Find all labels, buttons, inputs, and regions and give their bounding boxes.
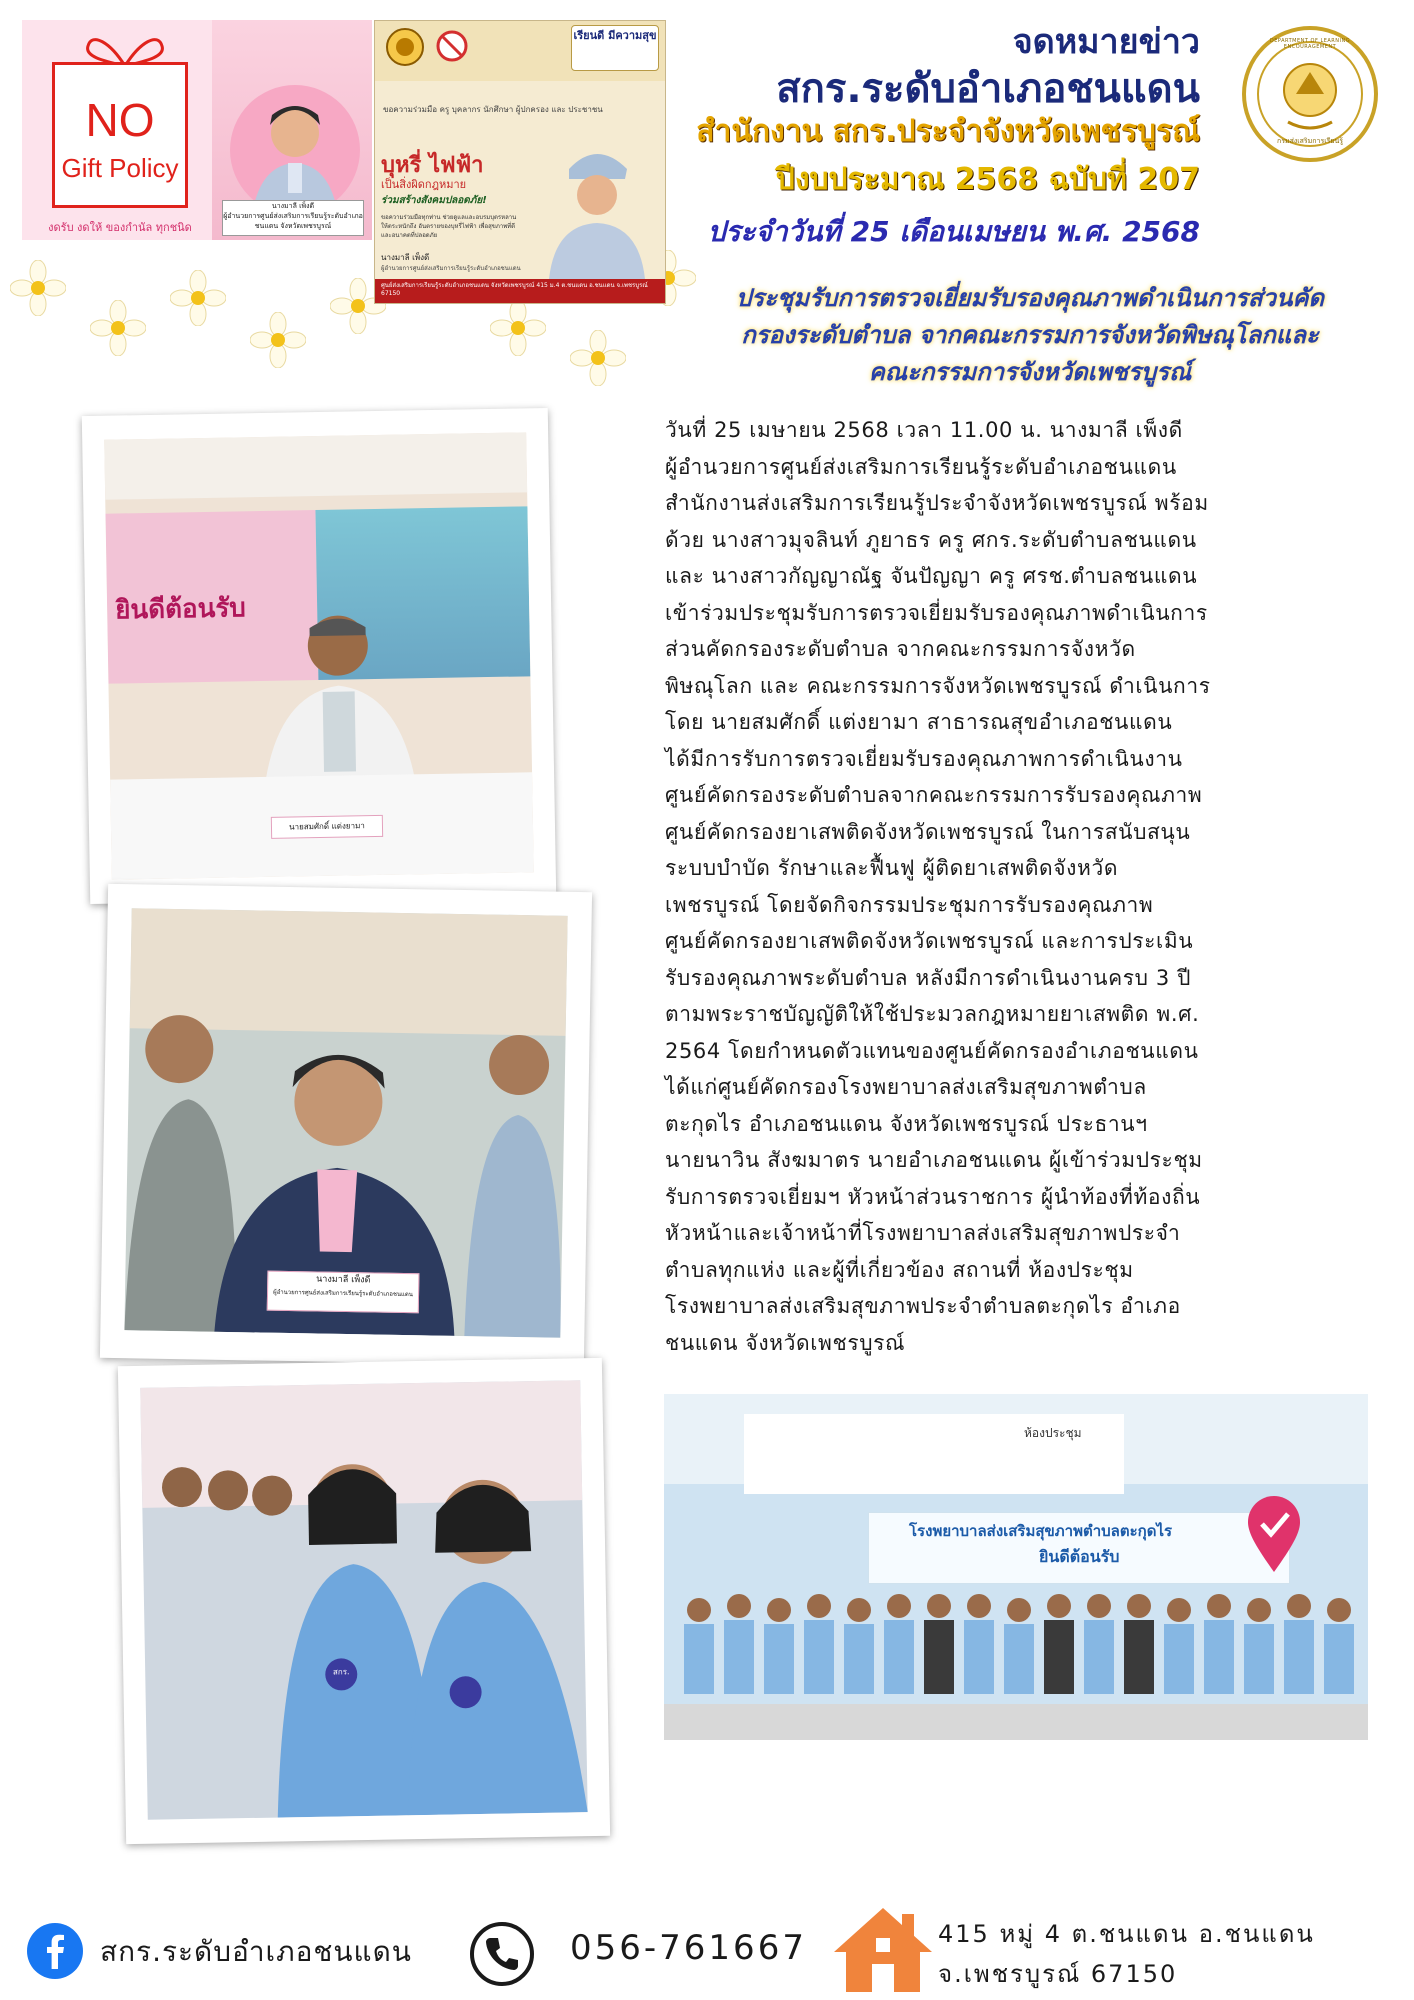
emblem-icon [385,27,425,67]
gift-no-text: NO [85,94,155,146]
office-name: สกร.ระดับอำเภอชนแดน [776,66,1200,112]
photo-group [664,1394,1368,1740]
flower-icon [490,300,546,356]
photo-2-nameplate-role: ผู้อำนวยการศูนย์ส่งเสริมการเรียนรู้ระดับอำเภอชนแดน [273,1288,413,1299]
article-line: ศูนย์คัดกรองระดับตำบลจากคณะกรรมการรับรองคุณภาพ [665,783,1203,807]
address-line-2: จ.เพชรบูรณ์ 67150 [938,1960,1178,1988]
photo-director-speaking [124,908,567,1338]
emblem-text: DEPARTMENT OF LEARNING ENCOURAGEMENT [1269,38,1351,50]
poster-note: ขอความร่วมมือทุกท่าน ช่วยดูแลและอบรมบุตรหลาน ให้ตระหนักถึง อันตรายของบุหรี่ไฟฟ้า เพื่อสุขภาพที่ดีและอนาคตที่ปลอดภัย [381,214,517,239]
portrait-caption-role: ผู้อำนวยการศูนย์ส่งเสริมการเรียนรู้ระดับอำเภอชนแดน จังหวัดเพชรบูรณ์ [223,212,363,230]
director-portrait [230,85,360,215]
photo-1-banner: ยินดีต้อนรับ [114,593,247,626]
photo-4-room: ห้องประชุม [1024,1426,1082,1440]
article-line: โรงพยาบาลส่งเสริมสุขภาพประจำตำบลตะกุดไร อำเภอ [665,1294,1181,1318]
article-line: 2564 โดยกำหนดตัวแทนของศูนย์คัดกรองอำเภอชนแดน [665,1038,1199,1063]
article-line: รับการตรวจเยี่ยมฯ หัวหน้าส่วนราชการ ผู้นำท้องที่ท้องถิ่น [665,1184,1201,1209]
flower-icon [170,270,226,326]
location-pin-icon [1244,1494,1304,1574]
address-line-1: 415 หมู่ 4 ต.ชนแดน อ.ชนแดน [938,1920,1315,1948]
department-emblem [1240,24,1380,164]
article-line: ส่วนคัดกรองระดับตำบล จากคณะกรรมการจังหวัด [665,637,1136,661]
poster-main-1: บุหรี่ ไฟฟ้า [381,153,484,178]
article-line: เข้าร่วมประชุมรับการตรวจเยี่ยมรับรองคุณภาพดำเนินการ [665,600,1208,625]
photo-frame-3 [118,1358,610,1844]
flower-icon [10,260,66,316]
gift-slogan: งดรับ งดให้ ของกำนัล ทุกชนิด [48,221,192,234]
provincial-office: สำนักงาน สกร.ประจำจังหวัดเพชรบูรณ์ [696,114,1200,149]
article-line: ผู้อำนวยการศูนย์ส่งเสริมการเรียนรู้ระดับอำเภอชนแดน [665,454,1177,479]
anti-vape-poster [374,20,666,304]
photo-teachers [140,1380,587,1820]
article-line: หัวหน้าและเจ้าหน้าที่โรงพยาบาลส่งเสริมสุขภาพประจำ [665,1221,1181,1245]
flower-icon [90,300,146,356]
article-line: ศูนย์คัดกรองยาเสพติดจังหวัดเพชรบูรณ์ และการประเมิน [665,929,1194,953]
article-line: ตำบลทุกแห่ง และผู้ที่เกี่ยวข้อง สถานที่ ห้องประชุม [665,1257,1134,1282]
photo-frame-2 [100,884,592,1366]
article-line: นายนาวิน สังฆมาตร นายอำเภอชนแดน ผู้เข้าร่วมประชุม [665,1148,1203,1172]
article-line: ชนแดน จังหวัดเพชรบูรณ์ [665,1330,906,1355]
facebook-page-name[interactable]: สกร.ระดับอำเภอชนแดน [100,1935,412,1968]
poster-footer: ศูนย์ส่งเสริมการเรียนรู้ระดับอำเภอชนแดน จังหวัดเพชรบูรณ์ 415 ม.4 ต.ชนแดน อ.ชนแดน จ.เพชรบูรณ์ 67150 [381,282,648,297]
poster-badge: เรียนดี มีความสุข [571,25,659,71]
article-line: ตามพระราชบัญญัติให้ใช้ประมวลกฎหมายยาเสพติด พ.ศ. [665,1002,1200,1026]
photo-3-badge: สกร. [332,1667,350,1677]
emblem-text-th: กรมส่งเสริมการเรียนรู้ [1276,137,1344,145]
poster-sign-name: นางมาลี เพ็งดี [381,253,430,262]
poster-slogan: ร่วมสร้างสังคมปลอดภัย! [381,195,487,206]
poster-main-2: เป็นสิ่งผิดกฎหมาย [381,178,467,191]
photo-4-sign-2: ยินดีต้อนรับ [1039,1547,1120,1566]
portrait-caption [222,200,364,236]
article-line: ได้มีการรับการตรวจเยี่ยมรับรองคุณภาพการดำเนินงาน [665,746,1183,771]
home-icon [828,1904,938,1994]
newsletter-label: จดหมายข่าว [1012,22,1200,62]
article-line: และ นางสาวกัญญาณัฐ จันปัญญา ครู ศรช.ตำบลชนแดน [665,564,1198,588]
issue-number: ปีงบประมาณ 2568 ฉบับที่ 207 [775,162,1200,197]
photo-1-nameplate: นายสมศักดิ์ แต่งยามา [271,815,383,839]
article-line: ด้วย นางสาวมุจลินท์ ภูยาธร ครู ศกร.ระดับตำบลชนแดน [665,527,1197,552]
facebook-icon[interactable] [26,1922,84,1980]
flower-icon [250,312,306,368]
photo-frame-1 [82,408,556,904]
article-line: ศูนย์คัดกรองยาเสพติดจังหวัดเพชรบูรณ์ ในการสนับสนุน [665,819,1191,844]
article-body [665,412,1385,1361]
issue-date: ประจำวันที่ 25 เดือนเมษยน พ.ศ. 2568 [707,215,1200,248]
article-line: วันที่ 25 เมษายน 2568 เวลา 11.00 น. นางมาลี เพ็งดี [665,418,1183,442]
photo-meeting-official [104,432,534,879]
article-line: ได้แก่ศูนย์คัดกรองโรงพยาบาลส่งเสริมสุขภาพตำบล [665,1075,1147,1099]
headline-line-1: ประชุมรับการตรวจเยี่ยมรับรองคุณภาพดำเนินการส่วนคัด [735,284,1325,312]
gift-policy-text: Gift Policy [61,153,179,183]
flower-icon [570,330,626,386]
article-line: สำนักงานส่งเสริมการเรียนรู้ประจำจังหวัดเพชรบูรณ์ พร้อม [665,491,1209,515]
headline-line-3: คณะกรรมการจังหวัดเพชรบูรณ์ [868,358,1192,386]
no-smoking-icon [435,29,469,63]
article-line: ระบบบำบัด รักษาและฟื้นฟู ผู้ติดยาเสพติดจังหวัด [665,856,1119,880]
article-line: ตะกุดไร อำเภอชนแดน จังหวัดเพชรบูรณ์ ประธานฯ [665,1111,1148,1136]
article-headline [680,280,1380,391]
photo-2-nameplate-name: นางมาลี เพ็งดี [316,1274,371,1286]
article-line: รับรองคุณภาพระดับตำบล หลังมีการดำเนินงานครบ 3 ปี [665,965,1192,990]
phone-number[interactable]: 056-761667 [570,1928,807,1968]
poster-sign-role: ผู้อำนวยการศูนย์ส่งเสริมการเรียนรู้ระดับอำเภอชนแดน [381,265,521,272]
address [938,1914,1315,1994]
article-line: พิษณุโลก และ คณะกรรมการจังหวัดเพชรบูรณ์ ดำเนินการ [665,673,1211,698]
article-line: เพชรบูรณ์ โดยจัดกิจกรรมประชุมการรับรองคุณภาพ [665,892,1154,917]
gift-box [52,62,188,208]
phone-icon [468,1920,536,1988]
portrait-caption-name: นางมาลี เพ็งดี [271,202,315,210]
poster-request: ขอความร่วมมือ ครู บุคลากร นักศึกษา ผู้ปกครอง และ ประชาชน [383,105,603,114]
headline-line-2: กรองระดับตำบล จากคณะกรรมการจังหวัดพิษณุโลกและ [741,321,1319,349]
photo-4-sign-1: โรงพยาบาลส่งเสริมสุขภาพตำบลตะกุดไร [909,1522,1173,1540]
photo-2-nameplate [267,1271,420,1314]
poster-portrait [535,139,659,279]
article-line: โดย นายสมศักดิ์ แต่งยามา สาธารณสุขอำเภอชนแดน [665,710,1173,734]
